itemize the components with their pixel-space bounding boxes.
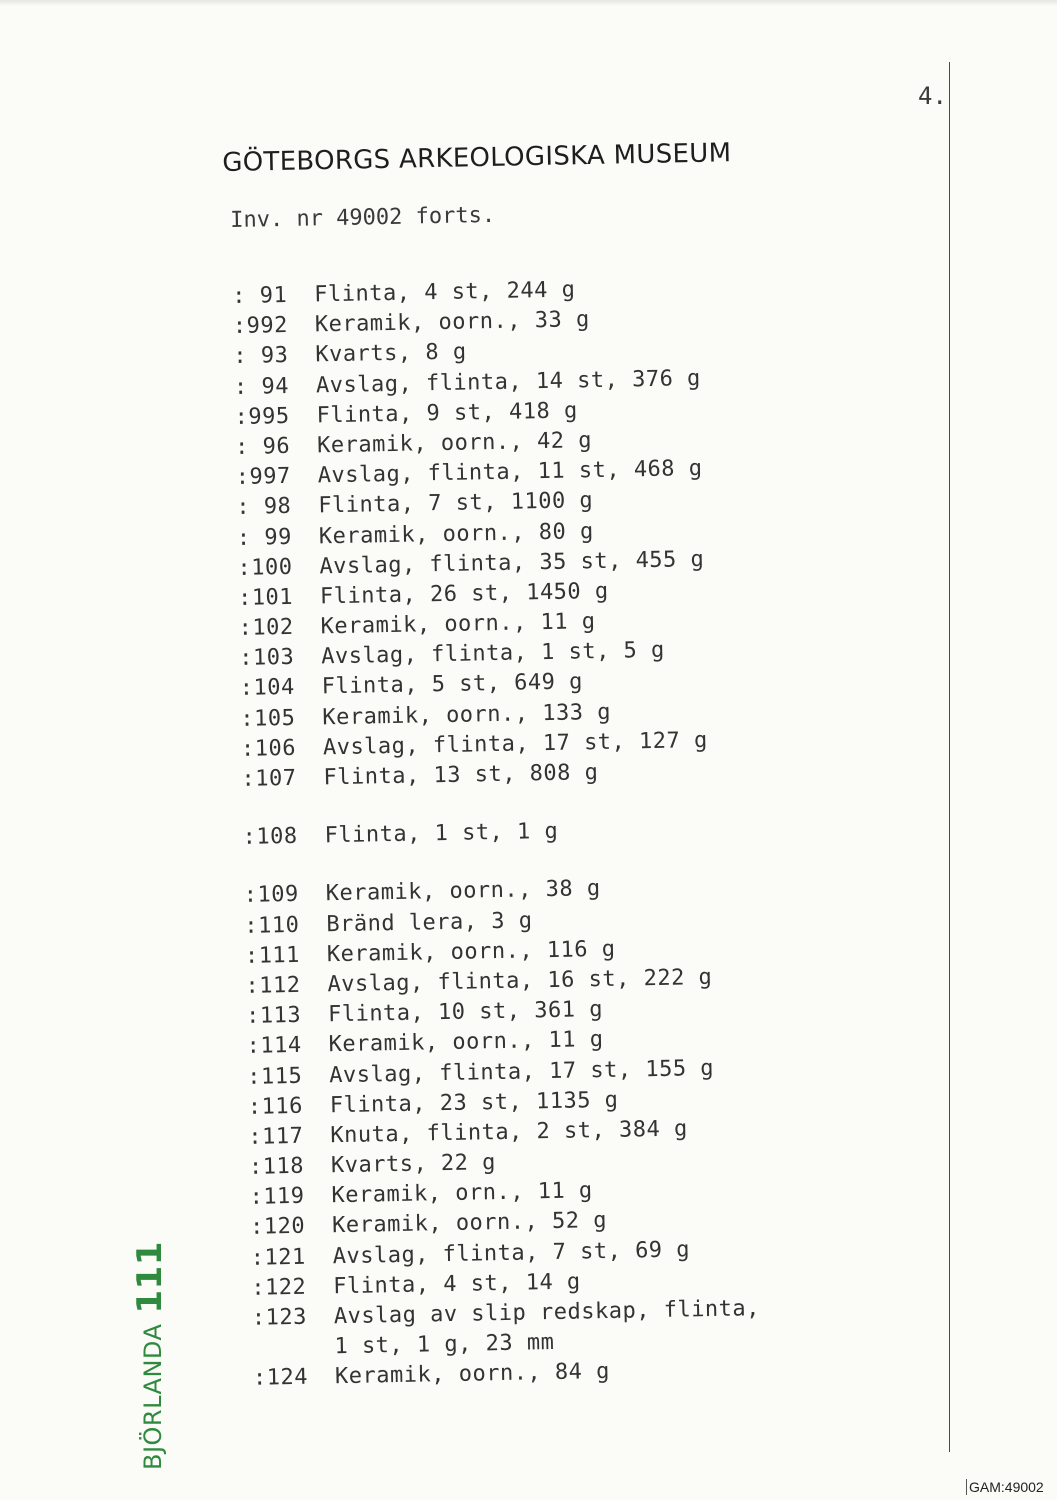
entry-description: Flinta, 4 st, 14 g [333, 1269, 581, 1300]
archive-label: GAM:49002 [966, 1479, 1044, 1495]
entry-number: :116 [247, 1093, 304, 1120]
entry-description: Keramik, oorn., 42 g [316, 428, 593, 459]
entry-number: :111 [244, 942, 301, 969]
museum-title: GÖTEBORGS ARKEOLOGISKA MUSEUM [222, 138, 732, 178]
entry-description: Avslag, flinta, 17 st, 127 g [322, 727, 709, 761]
entry-description: Flinta, 5 st, 649 g [321, 669, 584, 700]
entry-description: Avslag av slip redskap, flinta, 1 st, 1 g, 23 mm [333, 1296, 761, 1360]
entry-description: Flinta, 26 st, 1450 g [319, 578, 609, 610]
entry-description: Keramik, oorn., 80 g [318, 518, 594, 549]
entry-description: Flinta, 4 st, 244 g [314, 277, 576, 308]
entry-description: Avslag, flinta, 7 st, 69 g [332, 1237, 691, 1269]
inventory-entry [242, 813, 751, 853]
entry-description: Kvarts, 8 g [315, 339, 467, 368]
entry-number: : 93 [233, 343, 289, 370]
entry-description: Flinta, 1 st, 1 g [324, 819, 559, 849]
entry-description: Avslag, flinta, 35 st, 455 g [319, 546, 705, 580]
entry-number: :103 [238, 645, 295, 672]
entry-number: :123 [251, 1304, 308, 1331]
entry-number: :109 [243, 882, 299, 909]
entry-description: Keramik, oorn., 11 g [320, 609, 596, 640]
entry-number: :122 [251, 1274, 307, 1301]
entry-number: :102 [238, 614, 294, 641]
entry-number: :107 [241, 765, 297, 792]
inventory-entry-list [232, 272, 761, 1394]
locality-stamp [130, 1241, 170, 1470]
entry-description: Keramik, oorn., 116 g [326, 936, 616, 968]
entry-number: : 94 [233, 373, 290, 400]
entry-description: Keramik, oorn., 133 g [322, 699, 612, 730]
entry-number: :120 [249, 1214, 306, 1241]
entry-number: :113 [245, 1002, 302, 1029]
entry-number: :104 [239, 675, 296, 702]
entry-number: :112 [245, 972, 301, 999]
entry-number: :995 [234, 403, 290, 430]
entry-number: :114 [246, 1033, 302, 1060]
entry-description: Bränd lera, 3 g [326, 907, 533, 937]
page-number: 4. [918, 82, 947, 110]
entry-number: :110 [244, 912, 300, 939]
inventory-entry [252, 1294, 761, 1364]
entry-description: Avslag, flinta, 14 st, 376 g [315, 365, 702, 398]
card-right-edge [949, 62, 950, 1452]
entry-number: :108 [242, 824, 298, 851]
entry-description: Flinta, 13 st, 808 g [323, 760, 599, 791]
entry-number: :115 [247, 1063, 303, 1090]
entry-description: Keramik, oorn., 38 g [325, 876, 601, 907]
scan-top-shadow [0, 0, 1057, 6]
entry-number: :100 [237, 554, 293, 581]
entry-number: :117 [248, 1123, 304, 1150]
entry-description: Flinta, 7 st, 1100 g [318, 488, 594, 519]
entry-description: Keramik, oorn., 33 g [314, 307, 590, 338]
entry-description: Keramik, oorn., 11 g [328, 1027, 604, 1058]
entry-description: Flinta, 10 st, 361 g [327, 997, 604, 1028]
stamp-number: 111 [130, 1241, 170, 1314]
entry-number: :105 [240, 705, 296, 732]
entry-number: : 99 [236, 524, 293, 551]
entry-description: Kvarts, 22 g [330, 1150, 497, 1179]
entry-description: Avslag, flinta, 1 st, 5 g [320, 638, 666, 670]
stamp-place: BJÖRLANDA [139, 1323, 167, 1470]
entry-number: : 96 [234, 433, 291, 460]
entry-number: :118 [248, 1153, 305, 1180]
entry-number: :992 [232, 313, 289, 340]
entry-number: :101 [237, 584, 294, 611]
entry-number: :106 [240, 735, 297, 762]
entry-number: :124 [252, 1365, 309, 1392]
entry-description: Knuta, flinta, 2 st, 384 g [330, 1116, 688, 1149]
entry-description: Avslag, flinta, 16 st, 222 g [327, 964, 713, 998]
entry-description: Avslag, flinta, 11 st, 468 g [317, 456, 703, 489]
entry-description: Avslag, flinta, 17 st, 155 g [329, 1055, 715, 1088]
entry-number: : 91 [232, 282, 288, 309]
entry-number: :121 [250, 1244, 306, 1271]
entry-description: Keramik, oorn., 84 g [334, 1359, 611, 1390]
entry-description: Keramik, orn., 11 g [331, 1178, 593, 1209]
entry-number: :119 [249, 1184, 305, 1211]
entry-number: : 98 [236, 494, 292, 521]
entry-description: Keramik, oorn., 52 g [331, 1208, 608, 1239]
entry-description: Flinta, 23 st, 1135 g [329, 1087, 619, 1118]
inventory-line: Inv. nr 49002 forts. [230, 202, 496, 233]
entry-description: Flinta, 9 st, 418 g [316, 398, 578, 429]
entry-number: :997 [235, 464, 291, 491]
